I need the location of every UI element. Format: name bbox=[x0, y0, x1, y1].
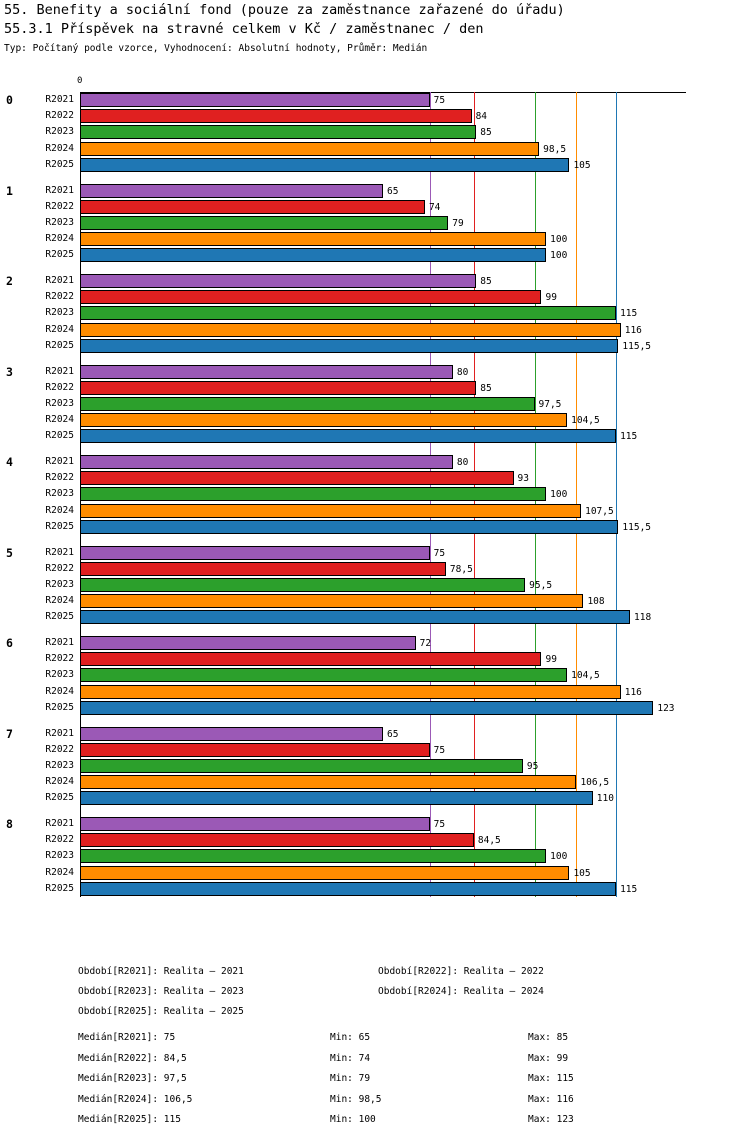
bar[interactable] bbox=[80, 775, 576, 789]
bar[interactable] bbox=[80, 93, 430, 107]
bar-value-label: 99 bbox=[545, 292, 557, 304]
legend-min: Min: 79 bbox=[330, 1073, 371, 1084]
bar-value-label: 74 bbox=[428, 201, 441, 213]
series-row-label: R2022 bbox=[45, 291, 74, 303]
legend-median: Medián[R2024]: 106,5 bbox=[78, 1093, 193, 1105]
series-row-label: R2021 bbox=[45, 637, 74, 648]
bar-value-label: 75 bbox=[433, 547, 446, 559]
group-label: 2 bbox=[6, 274, 13, 288]
bar-value-label: 108 bbox=[587, 596, 605, 608]
bar[interactable] bbox=[80, 685, 621, 699]
bar-value-label: 106,5 bbox=[580, 777, 610, 789]
legend-max: Max: 115 bbox=[528, 1073, 574, 1084]
legend-max: Max: 123 bbox=[528, 1114, 574, 1125]
series-row-label: R2021 bbox=[45, 456, 74, 467]
bar[interactable] bbox=[80, 455, 453, 469]
series-row-label: R2022 bbox=[45, 653, 74, 665]
bar-value-label: 100 bbox=[550, 851, 568, 863]
series-row-label: R2021 bbox=[45, 818, 74, 829]
group-label: 3 bbox=[6, 364, 13, 379]
chart-plot-area bbox=[0, 60, 750, 960]
series-row-label: R2021 bbox=[45, 275, 74, 286]
legend-min: Min: 74 bbox=[330, 1052, 371, 1064]
series-row-label: R2021 bbox=[45, 184, 74, 196]
bar-value-label: 107,5 bbox=[585, 505, 614, 517]
series-row-label: R2023 bbox=[45, 759, 74, 771]
bar[interactable] bbox=[80, 594, 583, 608]
bar-value-label: 116 bbox=[624, 324, 642, 336]
series-row-label: R2025 bbox=[45, 611, 74, 623]
series-row-label: R2023 bbox=[45, 488, 74, 500]
bar-value-label: 115 bbox=[620, 883, 638, 895]
bar-value-label: 105 bbox=[573, 867, 591, 879]
chart-subtitle: Typ: Počítaný podle vzorce, Vyhodnocení: Absolutní hodnoty, Průměr: Medián bbox=[4, 43, 428, 54]
bar[interactable] bbox=[80, 290, 541, 304]
bar-value-label: 95,5 bbox=[529, 579, 553, 591]
legend-entry: Období[R2024]: Realita – 2024 bbox=[378, 986, 544, 997]
bar[interactable] bbox=[80, 413, 567, 427]
bar[interactable] bbox=[80, 471, 514, 485]
bar-value-label: 110 bbox=[596, 793, 614, 805]
bar-value-label: 97,5 bbox=[538, 398, 562, 410]
bar-value-label: 99 bbox=[545, 654, 557, 666]
bar-value-label: 100 bbox=[550, 489, 568, 501]
bar[interactable] bbox=[80, 817, 430, 831]
series-row-label: R2021 bbox=[45, 546, 74, 558]
series-row-label: R2022 bbox=[45, 200, 74, 212]
bar-value-label: 98,5 bbox=[543, 143, 567, 155]
bar[interactable] bbox=[80, 429, 616, 443]
series-row-label: R2022 bbox=[45, 562, 74, 574]
series-row-label: R2025 bbox=[45, 701, 74, 713]
bar[interactable] bbox=[80, 381, 476, 395]
bar[interactable] bbox=[80, 125, 476, 139]
series-row-label: R2023 bbox=[45, 669, 74, 681]
bar[interactable] bbox=[80, 184, 383, 198]
bar[interactable] bbox=[80, 866, 569, 880]
bar[interactable] bbox=[80, 743, 430, 757]
bar[interactable] bbox=[80, 487, 546, 501]
bar-value-label: 72 bbox=[419, 638, 432, 649]
series-row-label: R2022 bbox=[45, 834, 74, 846]
legend-entry: Období[R2023]: Realita – 2023 bbox=[78, 986, 244, 997]
bar-value-label: 84 bbox=[475, 111, 488, 123]
group-label: 8 bbox=[6, 817, 13, 831]
bar-value-label: 75 bbox=[433, 819, 446, 830]
bar-value-label: 78,5 bbox=[449, 563, 473, 575]
legend-max: Max: 116 bbox=[528, 1093, 574, 1105]
bar-value-label: 79 bbox=[452, 217, 464, 229]
bar[interactable] bbox=[80, 520, 618, 534]
series-row-label: R2025 bbox=[45, 339, 74, 351]
bar[interactable] bbox=[80, 504, 581, 518]
bar[interactable] bbox=[80, 727, 383, 741]
bar-value-label: 85 bbox=[480, 127, 492, 139]
series-row-label: R2023 bbox=[45, 850, 74, 862]
bar-value-label: 85 bbox=[480, 382, 492, 394]
x-axis-zero-label: 0 bbox=[77, 76, 83, 86]
series-row-label: R2024 bbox=[45, 142, 74, 154]
bar[interactable] bbox=[80, 109, 472, 123]
bar-value-label: 75 bbox=[433, 95, 446, 106]
group-label: 0 bbox=[6, 93, 13, 107]
group-label: 5 bbox=[6, 545, 13, 560]
bar[interactable] bbox=[80, 668, 567, 682]
gridline-median-r2025 bbox=[616, 92, 617, 897]
bar[interactable] bbox=[80, 652, 541, 666]
bar[interactable] bbox=[80, 759, 523, 773]
bar[interactable] bbox=[80, 562, 446, 576]
series-row-label: R2024 bbox=[45, 323, 74, 335]
legend-entry: Období[R2022]: Realita – 2022 bbox=[378, 966, 544, 977]
group-label: 4 bbox=[6, 455, 13, 469]
series-row-label: R2021 bbox=[45, 365, 74, 377]
bar[interactable] bbox=[80, 791, 593, 805]
series-row-label: R2025 bbox=[45, 882, 74, 894]
bar[interactable] bbox=[80, 274, 476, 288]
chart-title-line-2: 55.3.1 Příspěvek na stravné celkem v Kč / zaměstnanec / den bbox=[4, 21, 484, 37]
bar-value-label: 116 bbox=[624, 686, 642, 698]
gridline-median-r2024 bbox=[576, 92, 577, 897]
bar-value-label: 104,5 bbox=[571, 670, 600, 682]
bar-value-label: 80 bbox=[456, 457, 469, 468]
series-row-label: R2024 bbox=[45, 866, 74, 878]
bar[interactable] bbox=[80, 610, 630, 624]
bar[interactable] bbox=[80, 882, 616, 896]
bar-value-label: 75 bbox=[433, 744, 446, 756]
bar-value-label: 104,5 bbox=[571, 415, 600, 427]
bar-value-label: 123 bbox=[657, 702, 675, 714]
bar-value-label: 84,5 bbox=[477, 835, 501, 847]
series-row-label: R2022 bbox=[45, 472, 74, 484]
series-row-label: R2024 bbox=[45, 776, 74, 788]
bar-value-label: 85 bbox=[480, 276, 492, 287]
bar-value-label: 115 bbox=[620, 431, 638, 443]
series-row-label: R2023 bbox=[45, 216, 74, 228]
bar[interactable] bbox=[80, 142, 539, 156]
bar-value-label: 115,5 bbox=[622, 521, 652, 533]
bar-value-label: 65 bbox=[387, 728, 399, 740]
legend-entry: Období[R2025]: Realita – 2025 bbox=[78, 1006, 244, 1017]
bar-value-label: 100 bbox=[550, 234, 568, 246]
series-row-label: R2025 bbox=[45, 249, 74, 261]
legend-min: Min: 65 bbox=[330, 1032, 371, 1043]
bar[interactable] bbox=[80, 701, 653, 715]
series-row-label: R2024 bbox=[45, 504, 74, 516]
bar-value-label: 95 bbox=[526, 760, 539, 772]
bar[interactable] bbox=[80, 323, 621, 337]
bar-value-label: 65 bbox=[387, 185, 399, 197]
bar[interactable] bbox=[80, 306, 616, 320]
series-row-label: R2023 bbox=[45, 578, 74, 590]
group-label: 7 bbox=[6, 726, 13, 741]
legend-max: Max: 99 bbox=[528, 1052, 569, 1064]
series-row-label: R2021 bbox=[45, 94, 74, 105]
series-row-label: R2024 bbox=[45, 595, 74, 607]
legend-median: Medián[R2022]: 84,5 bbox=[78, 1052, 187, 1064]
bar[interactable] bbox=[80, 216, 448, 230]
series-row-label: R2024 bbox=[45, 233, 74, 245]
bar-value-label: 118 bbox=[634, 612, 652, 624]
series-row-label: R2025 bbox=[45, 158, 74, 170]
series-row-label: R2024 bbox=[45, 685, 74, 697]
bar-value-label: 93 bbox=[517, 473, 529, 485]
series-row-label: R2021 bbox=[45, 727, 74, 739]
bar-value-label: 115,5 bbox=[622, 340, 652, 352]
group-label: 6 bbox=[6, 636, 13, 650]
legend-median: Medián[R2023]: 97,5 bbox=[78, 1073, 187, 1084]
legend-entry: Období[R2021]: Realita – 2021 bbox=[78, 966, 244, 977]
series-row-label: R2023 bbox=[45, 397, 74, 409]
series-row-label: R2025 bbox=[45, 792, 74, 804]
bar[interactable] bbox=[80, 833, 474, 847]
bar-value-label: 105 bbox=[573, 159, 591, 171]
bar-value-label: 100 bbox=[550, 250, 568, 262]
bar[interactable] bbox=[80, 248, 546, 262]
legend-max: Max: 85 bbox=[528, 1032, 569, 1043]
series-row-label: R2023 bbox=[45, 307, 74, 319]
bar[interactable] bbox=[80, 397, 535, 411]
bar-value-label: 115 bbox=[620, 308, 638, 320]
legend-median: Medián[R2021]: 75 bbox=[78, 1032, 176, 1043]
bar[interactable] bbox=[80, 578, 525, 592]
bar[interactable] bbox=[80, 232, 546, 246]
bar[interactable] bbox=[80, 158, 569, 172]
series-row-label: R2022 bbox=[45, 381, 74, 393]
bar[interactable] bbox=[80, 546, 430, 560]
legend-min: Min: 100 bbox=[330, 1114, 376, 1125]
chart-title-line-1: 55. Benefity a sociální fond (pouze za zaměstnance zařazené do úřadu) bbox=[4, 2, 565, 18]
series-row-label: R2025 bbox=[45, 430, 74, 442]
series-row-label: R2025 bbox=[45, 520, 74, 532]
series-row-label: R2023 bbox=[45, 126, 74, 138]
legend-median: Medián[R2025]: 115 bbox=[78, 1114, 181, 1125]
bar[interactable] bbox=[80, 339, 618, 353]
bar[interactable] bbox=[80, 849, 546, 863]
group-label: 1 bbox=[6, 183, 13, 198]
bar-value-label: 80 bbox=[456, 366, 469, 378]
bar[interactable] bbox=[80, 365, 453, 379]
bar[interactable] bbox=[80, 200, 425, 214]
series-row-label: R2022 bbox=[45, 743, 74, 755]
legend-min: Min: 98,5 bbox=[330, 1093, 382, 1105]
bar[interactable] bbox=[80, 636, 416, 650]
series-row-label: R2022 bbox=[45, 110, 74, 122]
series-row-label: R2024 bbox=[45, 414, 74, 426]
